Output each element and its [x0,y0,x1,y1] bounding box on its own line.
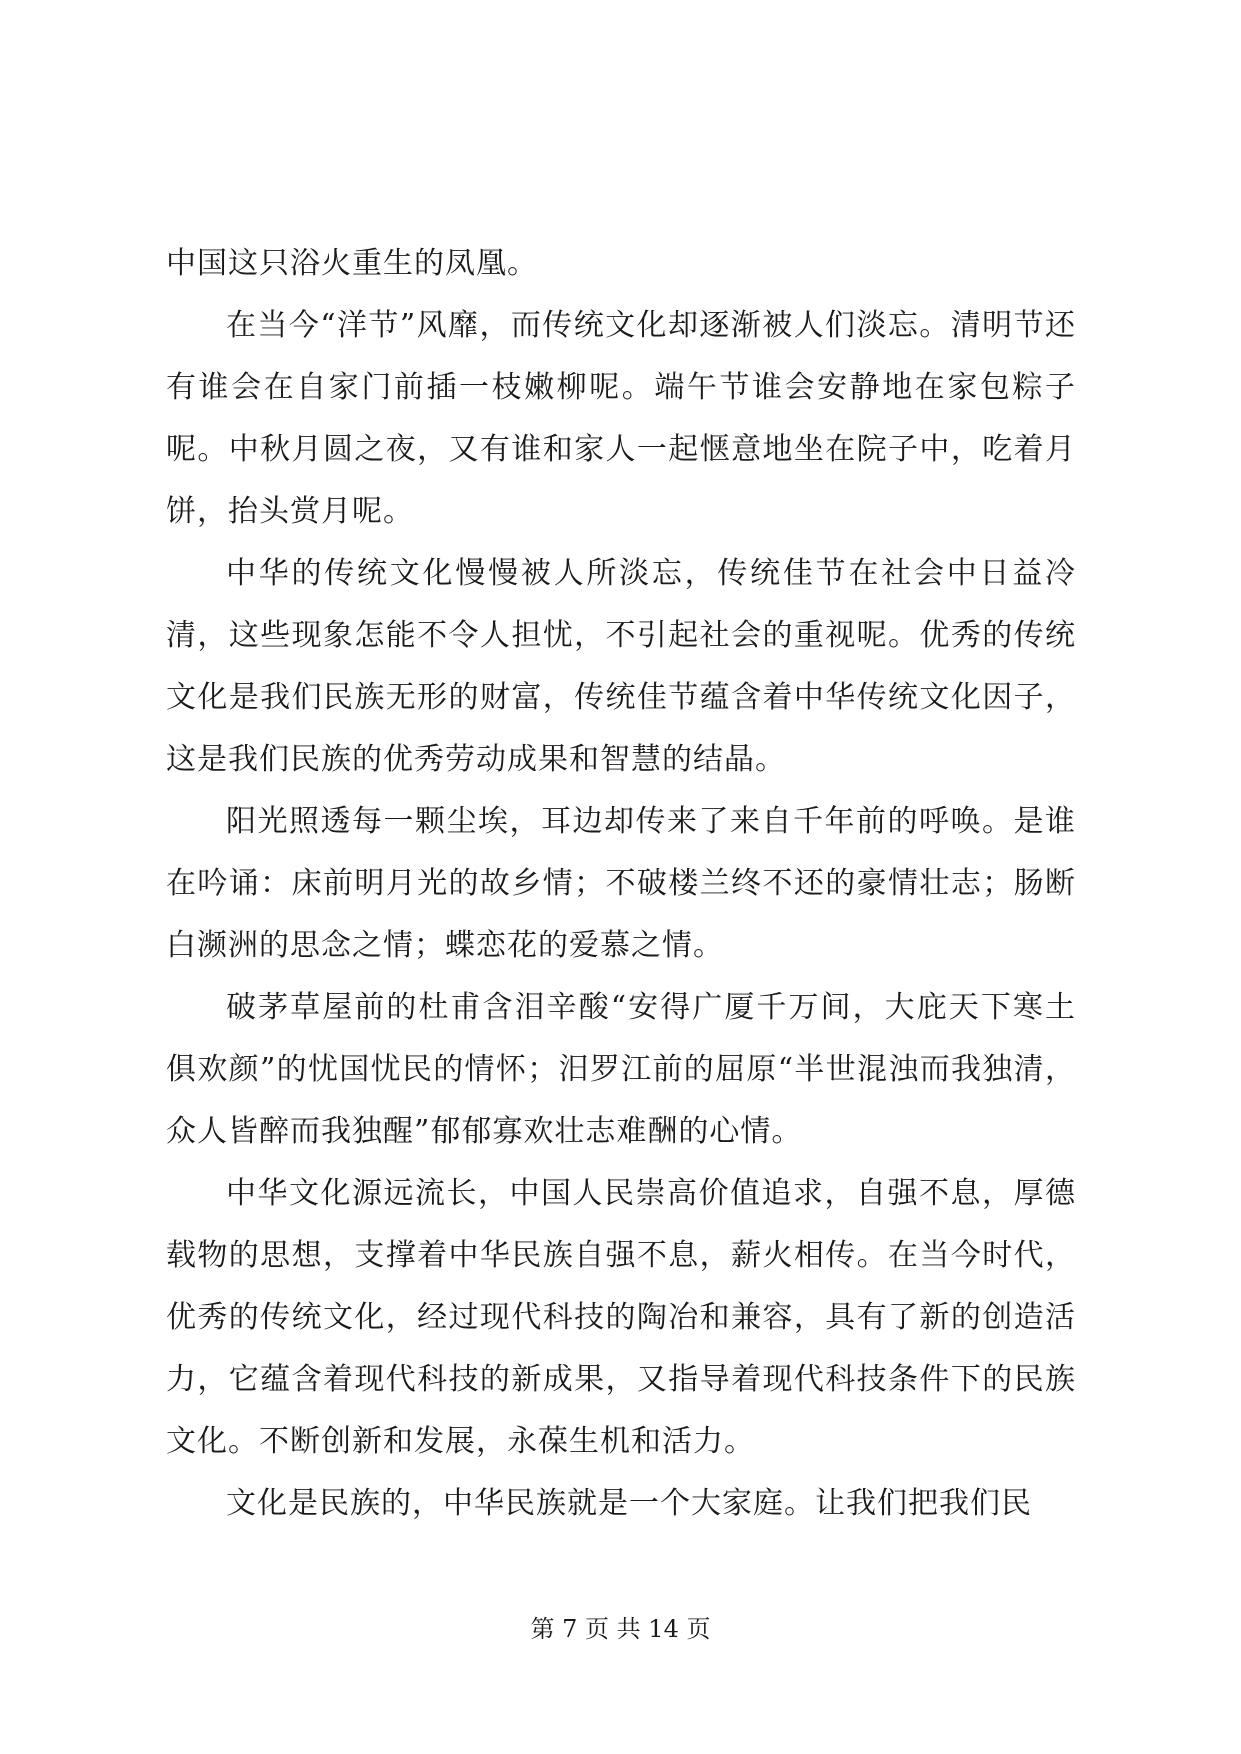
page-number-footer: 第 7 页 共 14 页 [530,1615,711,1643]
paragraph-3: 中华的传统文化慢慢被人所淡忘，传统佳节在社会中日益冷清，这些现象怎能不令人担忧，不引起社会的重视呢。优秀的传统文化是我们民族无形的财富，传统佳节蕴含着中华传统文化因子，这是我们民族的优秀劳动成果和智慧的结晶。 [166,556,1076,777]
paragraph-6: 中华文化源远流长，中国人民崇高价值追求，自强不息，厚德载物的思想，支撑着中华民族自强不息，薪火相传。在当今时代，优秀的传统文化，经过现代科技的陶冶和兼容，具有了新的创造活力，它蕴含着现代科技的新成果，又指导着现代科技条件下的民族文化。不断创新和发展，永葆生机和活力。 [166,1176,1076,1459]
paragraph-4: 阳光照透每一颗尘埃，耳边却传来了来自千年前的呼唤。是谁在吟诵：床前明月光的故乡情；不破楼兰终不还的豪情壮志；肠断白濒洲的思念之情；蝶恋花的爱慕之情。 [166,804,1076,963]
paragraph-5: 破茅草屋前的杜甫含泪辛酸“安得广厦千万间，大庇天下寒土俱欢颜”的忧国忧民的情怀；汨罗江前的屈原“半世混浊而我独清，众人皆醉而我独醒”郁郁寡欢壮志难酬的心情。 [166,990,1076,1149]
paragraph-2: 在当今“洋节”风靡，而传统文化却逐渐被人们淡忘。清明节还有谁会在自家门前插一枝嫩柳呢。端午节谁会安静地在家包粽子呢。中秋月圆之夜，又有谁和家人一起惬意地坐在院子中，吃着月饼，抬头赏月呢。 [166,308,1076,529]
paragraph-7: 文化是民族的，中华民族就是一个大家庭。让我们把我们民 [226,1486,1032,1521]
document-body [166,233,1076,1535]
paragraph-1: 中国这只浴火重生的凤凰。 [166,246,538,281]
